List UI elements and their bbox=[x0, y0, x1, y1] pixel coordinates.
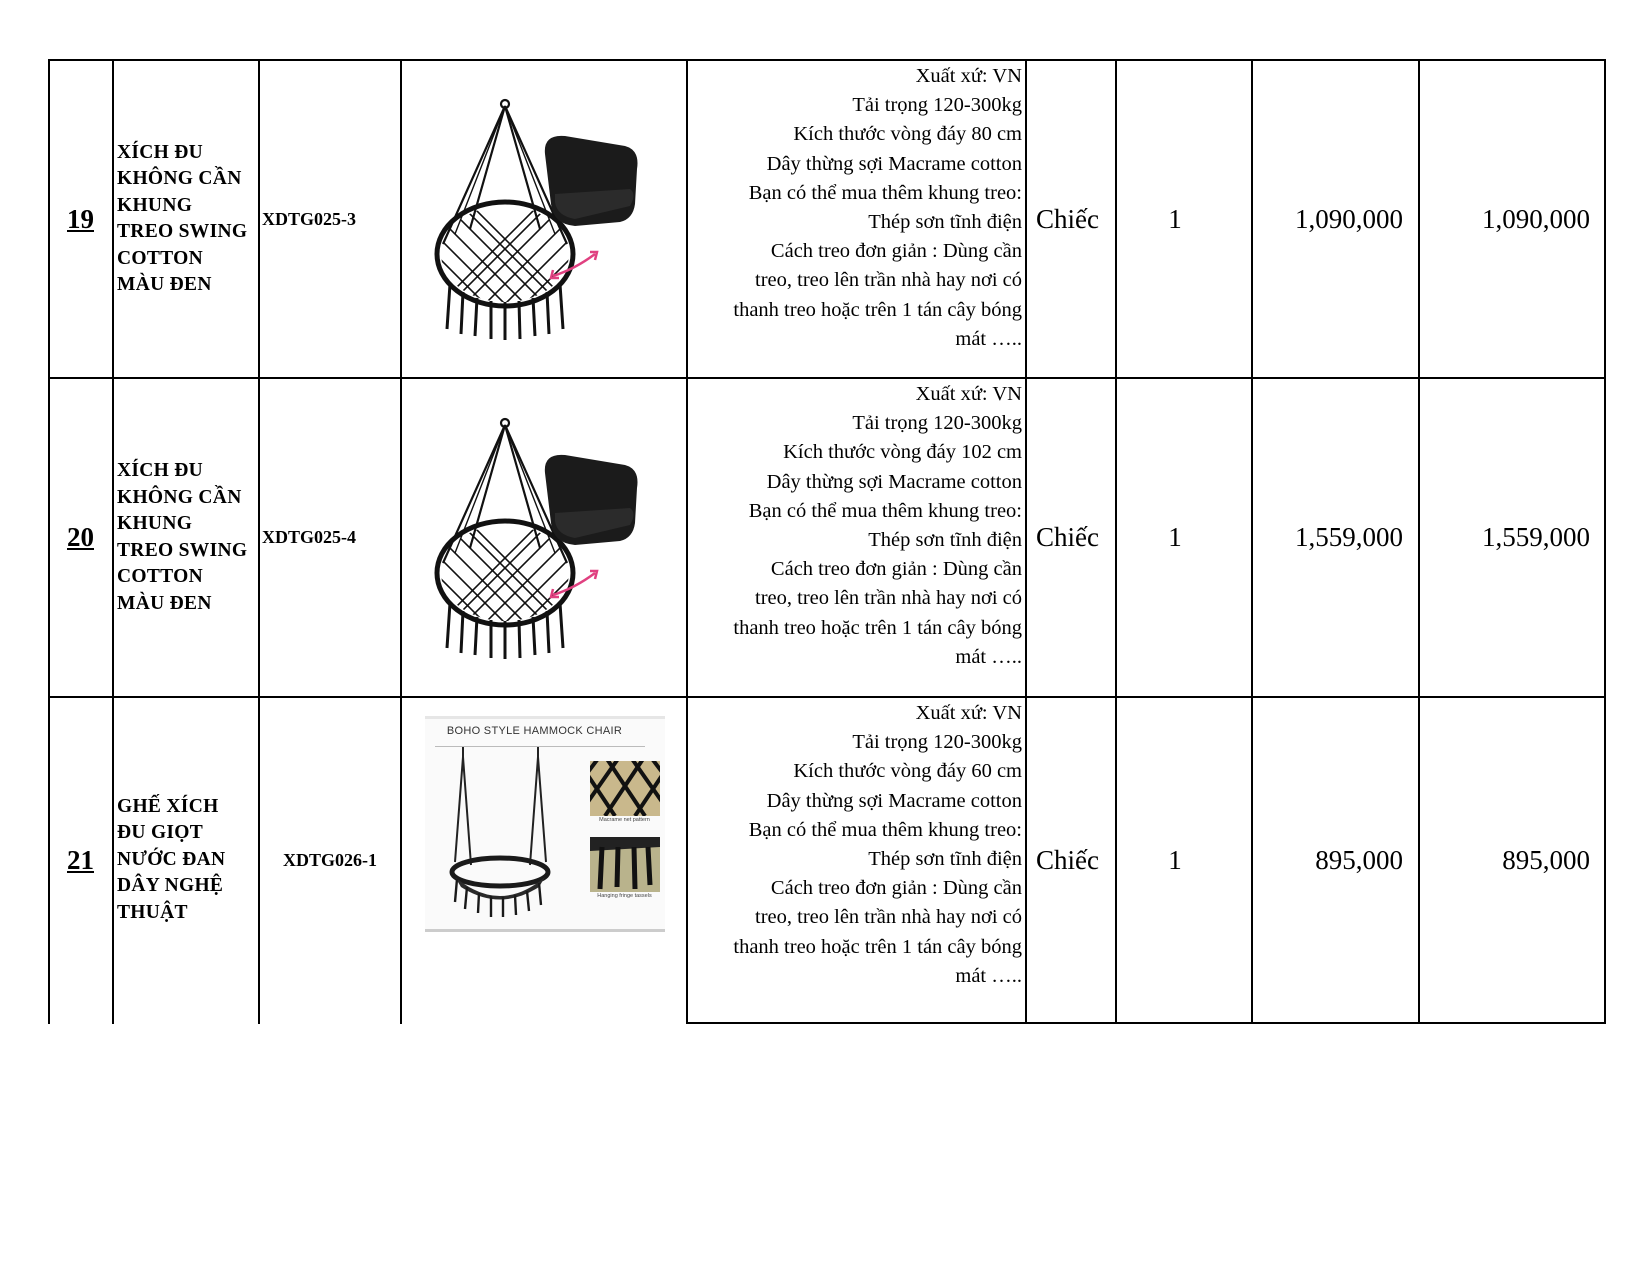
description-line: Xuất xứ: VN bbox=[915, 65, 1022, 87]
description-line: mát ….. bbox=[955, 645, 1022, 668]
product-name-line: ĐU GIỌT bbox=[117, 822, 204, 844]
description-line: Kích thước vòng đáy 102 cm bbox=[783, 441, 1022, 464]
description-line: mát ….. bbox=[955, 327, 1022, 350]
product-code: XDTG025-3 bbox=[262, 208, 356, 229]
quantity: 1 bbox=[1168, 522, 1182, 552]
description-line: Bạn có thể mua thêm khung treo: bbox=[748, 818, 1022, 841]
description-line: Cách treo đơn giản : Dùng cần bbox=[770, 877, 1022, 900]
product-name-line: XÍCH ĐU bbox=[117, 141, 204, 163]
description-line: Bạn có thể mua thêm khung treo: bbox=[748, 181, 1022, 204]
image-subcaption: Macrame net pattern bbox=[599, 817, 650, 823]
product-name-line: MÀU ĐEN bbox=[117, 592, 212, 614]
quantity: 1 bbox=[1168, 844, 1182, 875]
description-line: treo, treo lên trần nhà hay nơi có bbox=[755, 269, 1022, 292]
product-name bbox=[114, 379, 259, 696]
product-name-line: XÍCH ĐU bbox=[117, 460, 204, 481]
product-name-line: COTTON bbox=[117, 566, 203, 587]
total-price: 895,000 bbox=[1502, 844, 1590, 875]
description-line: Dây thừng sợi Macrame cotton bbox=[766, 470, 1022, 493]
quantity: 1 bbox=[1168, 203, 1182, 234]
description-line: Thép sơn tĩnh điện bbox=[868, 848, 1022, 871]
product-name-line: KHUNG bbox=[117, 513, 193, 534]
product-description bbox=[688, 379, 1026, 696]
description-line: Dây thừng sợi Macrame cotton bbox=[766, 152, 1022, 175]
description-line: treo, treo lên trần nhà hay nơi có bbox=[755, 906, 1022, 929]
product-code: XDTG026-1 bbox=[283, 849, 377, 870]
macrame-net-icon bbox=[590, 761, 660, 816]
description-line: Tải trọng 120-300kg bbox=[852, 94, 1022, 117]
description-line: Kích thước vòng đáy 60 cm bbox=[793, 760, 1022, 783]
description-line: thanh treo hoặc trên 1 tán cây bóng bbox=[733, 616, 1022, 639]
table-row bbox=[48, 379, 1606, 696]
product-name bbox=[114, 698, 259, 1022]
description-line: Tải trọng 120-300kg bbox=[852, 731, 1022, 754]
description-line: Tải trọng 120-300kg bbox=[852, 412, 1022, 435]
boho-hammock-chair-photo bbox=[425, 716, 665, 932]
fringe-tassel-icon bbox=[590, 837, 660, 892]
description-line: Xuất xứ: VN bbox=[915, 383, 1022, 405]
table-row bbox=[48, 61, 1606, 377]
hanging-chair-with-cushion-icon bbox=[425, 94, 665, 344]
product-name-line: GHẾ XÍCH bbox=[117, 795, 219, 817]
product-table bbox=[48, 59, 1606, 1024]
description-line: Thép sơn tĩnh điện bbox=[868, 211, 1022, 234]
unit: Chiếc bbox=[1036, 522, 1099, 552]
description-line: Cách treo đơn giản : Dùng cần bbox=[770, 558, 1022, 581]
product-name-line: THUẬT bbox=[117, 901, 188, 923]
image-subcaption: Hanging fringe tassels bbox=[597, 893, 652, 899]
product-name-line: MÀU ĐEN bbox=[117, 274, 212, 295]
product-name-line: TREO SWING bbox=[117, 221, 248, 242]
product-code: XDTG025-4 bbox=[262, 527, 356, 547]
unit-price: 1,090,000 bbox=[1295, 203, 1403, 234]
product-name-line: KHÔNG CẦN bbox=[117, 486, 242, 508]
product-image bbox=[402, 379, 687, 696]
product-image bbox=[402, 698, 687, 1022]
description-line: Kích thước vòng đáy 80 cm bbox=[793, 123, 1022, 146]
unit: Chiếc bbox=[1036, 203, 1099, 234]
description-line: Bạn có thể mua thêm khung treo: bbox=[748, 499, 1022, 522]
product-name-line: DÂY NGHỆ bbox=[117, 875, 224, 897]
row-number: 20 bbox=[67, 522, 94, 552]
unit-price: 895,000 bbox=[1315, 844, 1403, 875]
description-line: mát ….. bbox=[955, 964, 1022, 987]
product-name-line: KHUNG bbox=[117, 194, 193, 216]
total-price: 1,559,000 bbox=[1482, 522, 1590, 552]
hammock-chair-icon bbox=[443, 747, 563, 922]
description-line: thanh treo hoặc trên 1 tán cây bóng bbox=[733, 298, 1022, 321]
table-row bbox=[48, 698, 1606, 1022]
image-caption: BOHO STYLE HAMMOCK CHAIR bbox=[446, 725, 623, 737]
description-line: Cách treo đơn giản : Dùng cần bbox=[770, 240, 1022, 263]
grid-line bbox=[686, 1022, 1606, 1024]
total-price: 1,090,000 bbox=[1482, 203, 1590, 234]
hanging-chair-with-cushion-icon bbox=[425, 413, 665, 663]
product-description bbox=[688, 61, 1026, 377]
description-line: treo, treo lên trần nhà hay nơi có bbox=[755, 587, 1022, 610]
product-name-line: TREO SWING bbox=[117, 539, 248, 561]
product-image bbox=[402, 61, 687, 377]
product-name-line: COTTON bbox=[117, 247, 203, 269]
product-description bbox=[688, 698, 1026, 1022]
unit-price: 1,559,000 bbox=[1295, 522, 1403, 552]
description-line: thanh treo hoặc trên 1 tán cây bóng bbox=[733, 935, 1022, 958]
description-line: Thép sơn tĩnh điện bbox=[868, 529, 1022, 552]
product-name-line: KHÔNG CẦN bbox=[117, 168, 242, 189]
product-name-line: NƯỚC ĐAN bbox=[117, 848, 226, 870]
product-name bbox=[114, 61, 259, 377]
unit: Chiếc bbox=[1036, 844, 1099, 875]
description-line: Xuất xứ: VN bbox=[915, 702, 1022, 724]
row-number: 21 bbox=[67, 844, 94, 875]
description-line: Dây thừng sợi Macrame cotton bbox=[766, 789, 1022, 812]
row-number: 19 bbox=[67, 203, 94, 234]
